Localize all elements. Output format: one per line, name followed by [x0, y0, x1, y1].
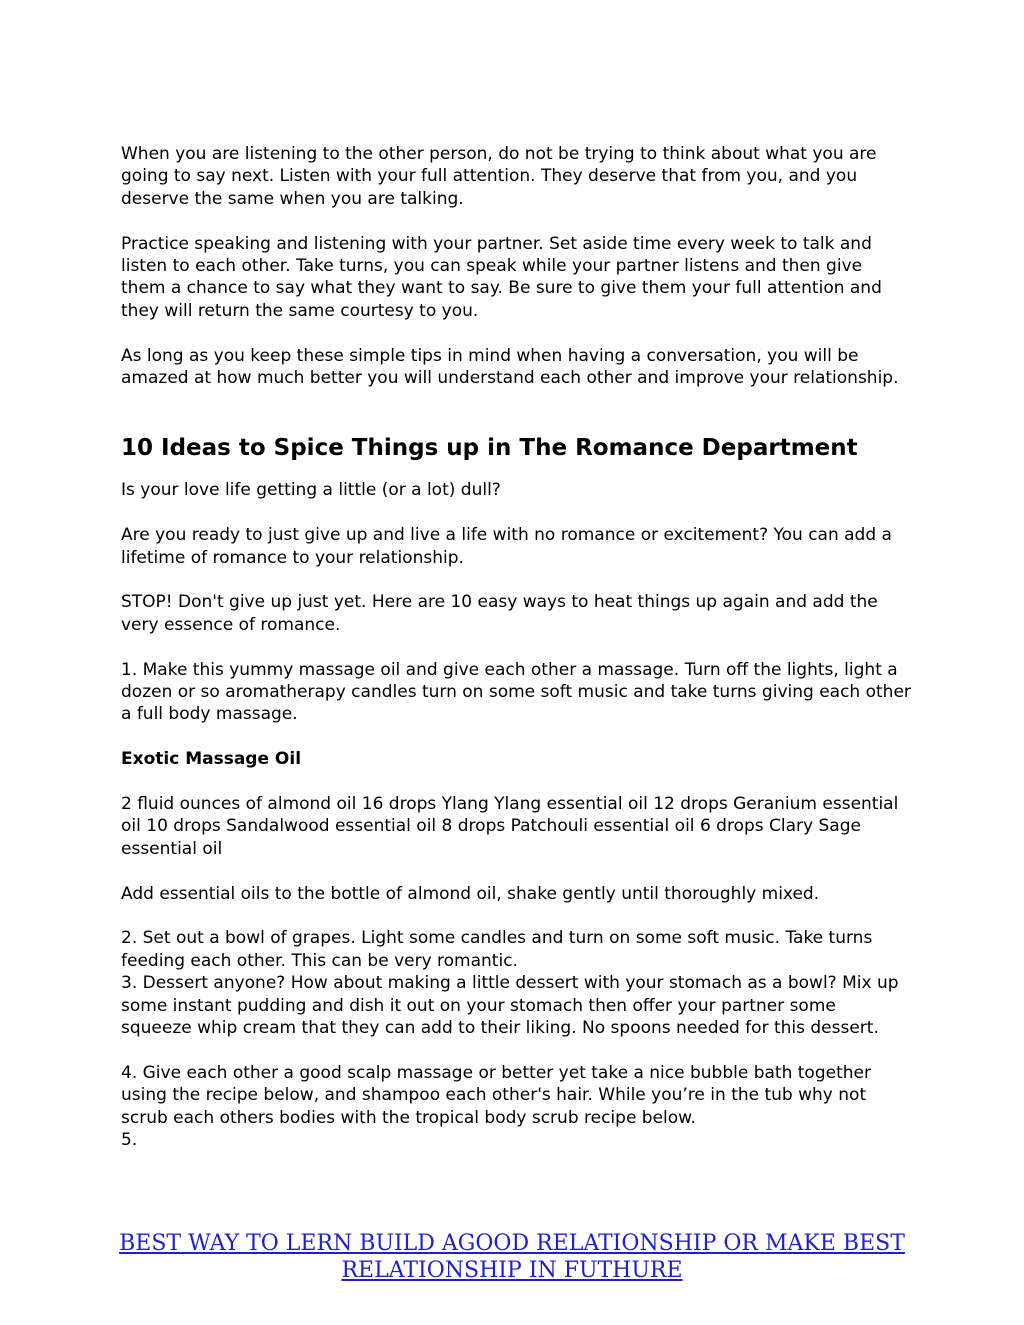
footer-link-line1: BEST WAY TO LERN BUILD AGOOD RELATIONSHIP OR MAKE BEST: [119, 1231, 905, 1256]
paragraph-give-up: Are you ready to just give up and live a life with no romance or excitement? You can add a lifetime of romance to your relationship.: [121, 525, 892, 568]
paragraph-listening: When you are listening to the other person, do not be trying to think about what you are going to say next. Listen with your full attention. They deserve that from you, and you deserve the same when you are talking.: [121, 144, 877, 209]
paragraph-tips: As long as you keep these simple tips in mind when having a conversation, you will be amazed at how much better you will understand each other and improve your relationship.: [121, 345, 899, 389]
footer-link[interactable]: [119, 1231, 905, 1283]
footer-link-block: [0, 1230, 1024, 1284]
paragraph-love-life: Is your love life getting a little (or a lot) dull?: [121, 480, 501, 501]
recipe-instructions: Add essential oils to the bottle of almond oil, shake gently until thoroughly mixed.: [121, 883, 820, 904]
idea-5: 5.: [121, 1130, 138, 1151]
recipe-heading: Exotic Massage Oil: [121, 749, 302, 770]
document-body: [121, 143, 911, 1152]
section-heading: 10 Ideas to Spice Things up in The Romance Department: [121, 435, 858, 462]
idea-1: 1. Make this yummy massage oil and give each other a massage. Turn off the lights, light a dozen or so aromatherapy candles turn on some soft music and take turns giving each other a full body massage.: [121, 659, 911, 725]
idea-4: 4. Give each other a good scalp massage or better yet take a nice bubble bath together using the recipe below, and shampoo each other's hair. While you’re in the tub why not scrub each others bodies with the tropical body scrub recipe below.: [121, 1062, 871, 1128]
paragraph-stop: STOP! Don't give up just yet. Here are 10 easy ways to heat things up again and add the very essence of romance.: [121, 592, 878, 635]
footer-link-line2: RELATIONSHIP IN FUTHURE: [341, 1258, 683, 1283]
idea-2: 2. Set out a bowl of grapes. Light some candles and turn on some soft music. Take turns feeding each other. This can be very romantic.: [121, 928, 873, 971]
recipe-ingredients: 2 fluid ounces of almond oil 16 drops Ylang Ylang essential oil 12 drops Geranium essential oil 10 drops Sandalwood essential oil 8 drops Patchouli essential oil 6 drops Clary Sage essential oil: [121, 794, 899, 859]
idea-3: 3. Dessert anyone? How about making a little dessert with your stomach as a bowl? Mix up some instant pudding and dish it out on your stomach then offer your partner some squeeze whip cream that they can add to their liking. No spoons needed for this dessert.: [121, 973, 899, 1039]
paragraph-practice: Practice speaking and listening with your partner. Set aside time every week to talk and listen to each other. Take turns, you can speak while your partner listens and then give them a chance to say what they want to say. Be sure to give them your full attention and they will return the same courtesy to you.: [121, 233, 882, 321]
